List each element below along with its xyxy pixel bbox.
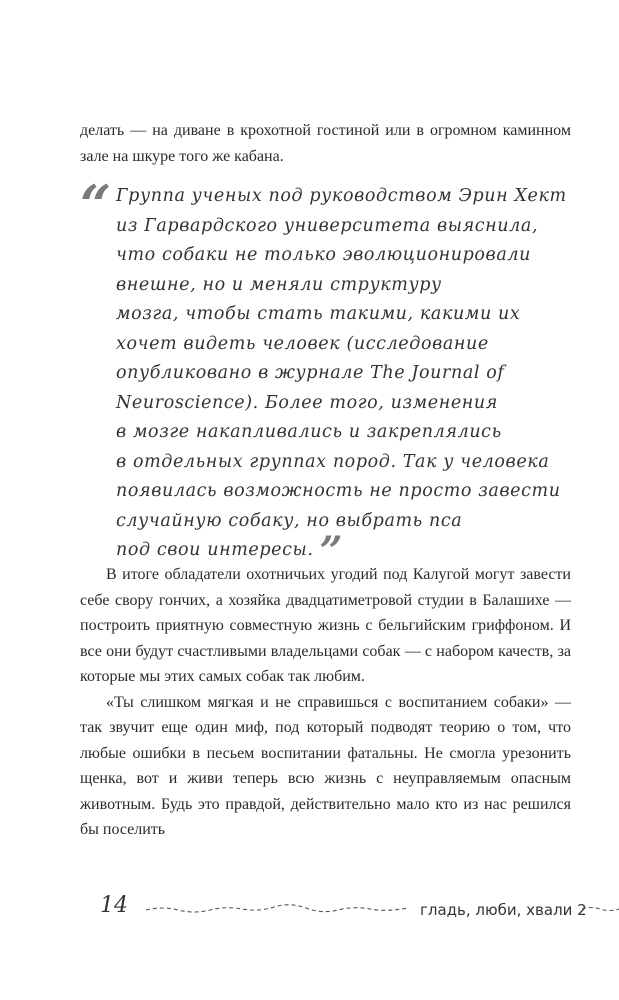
body-paragraph-top <box>80 118 571 169</box>
quote-line: из Гарвардского университета выяснила, <box>116 215 539 236</box>
body-paragraphs <box>80 562 571 843</box>
page-number: 14 <box>100 893 128 918</box>
quote-line: хочет видеть человек (исследование <box>116 333 489 354</box>
quote-line: под свои интересы. <box>116 540 314 560</box>
quote-line: в отдельных группах пород. Так у человека <box>116 451 550 472</box>
open-quote-mark: “ <box>80 173 112 237</box>
quote-line: Neuroscience). Более того, изменения <box>116 392 498 413</box>
quote-line: Группа ученых под руководством Эрин Хект <box>116 186 567 206</box>
running-title: гладь, люби, хвали 2 <box>420 901 587 919</box>
quote-line: случайную собаку, но выбрать пса <box>116 510 463 531</box>
decorative-wave-line <box>582 903 619 915</box>
quote-line: мозга, чтобы стать такими, какими их <box>116 304 521 324</box>
decorative-wave-line <box>146 903 408 915</box>
quote-line: что собаки не только эволюционировали <box>116 245 531 265</box>
close-quote-mark: ” <box>319 528 344 575</box>
quote-line: внешне, но и меняли структуру <box>116 274 442 295</box>
paragraph-text: «Ты слишком мягкая и не справишься с воспитанием собаки» — так звучит еще один миф, под который подводят теорию о том, что любые ошибки в песьем воспитании фатальны. Не смогла урезонить щенка, вот и живи теперь всю жизнь с неуправляемым опасным животным. Будь это правдой, действительно мало кто из нас решился бы поселить <box>80 693 571 838</box>
paragraph-text: делать — на диване в крохотной гостиной или в огромном каминном зале на шкуре того же кабана. <box>80 122 571 165</box>
pull-quote <box>80 173 567 575</box>
paragraph-text: В итоге обладатели охотничьих угодий под Калугой могут завести себе свору гончих, а хозяйка двадцатиметровой студии в Балашихе — построить приятную совместную жизнь с бельгийским гриффоном. И все они будут счастливыми владельцами собак — с набором качеств, за которые мы этих самых собак так любим. <box>80 566 571 685</box>
quote-line: в мозге накапливались и закреплялись <box>116 422 502 442</box>
quote-line: появилась возможность не просто завести <box>116 481 561 501</box>
page-footer <box>0 893 619 933</box>
quote-line: опубликовано в журнале The Journal of <box>116 363 505 383</box>
quote-text <box>116 182 567 575</box>
